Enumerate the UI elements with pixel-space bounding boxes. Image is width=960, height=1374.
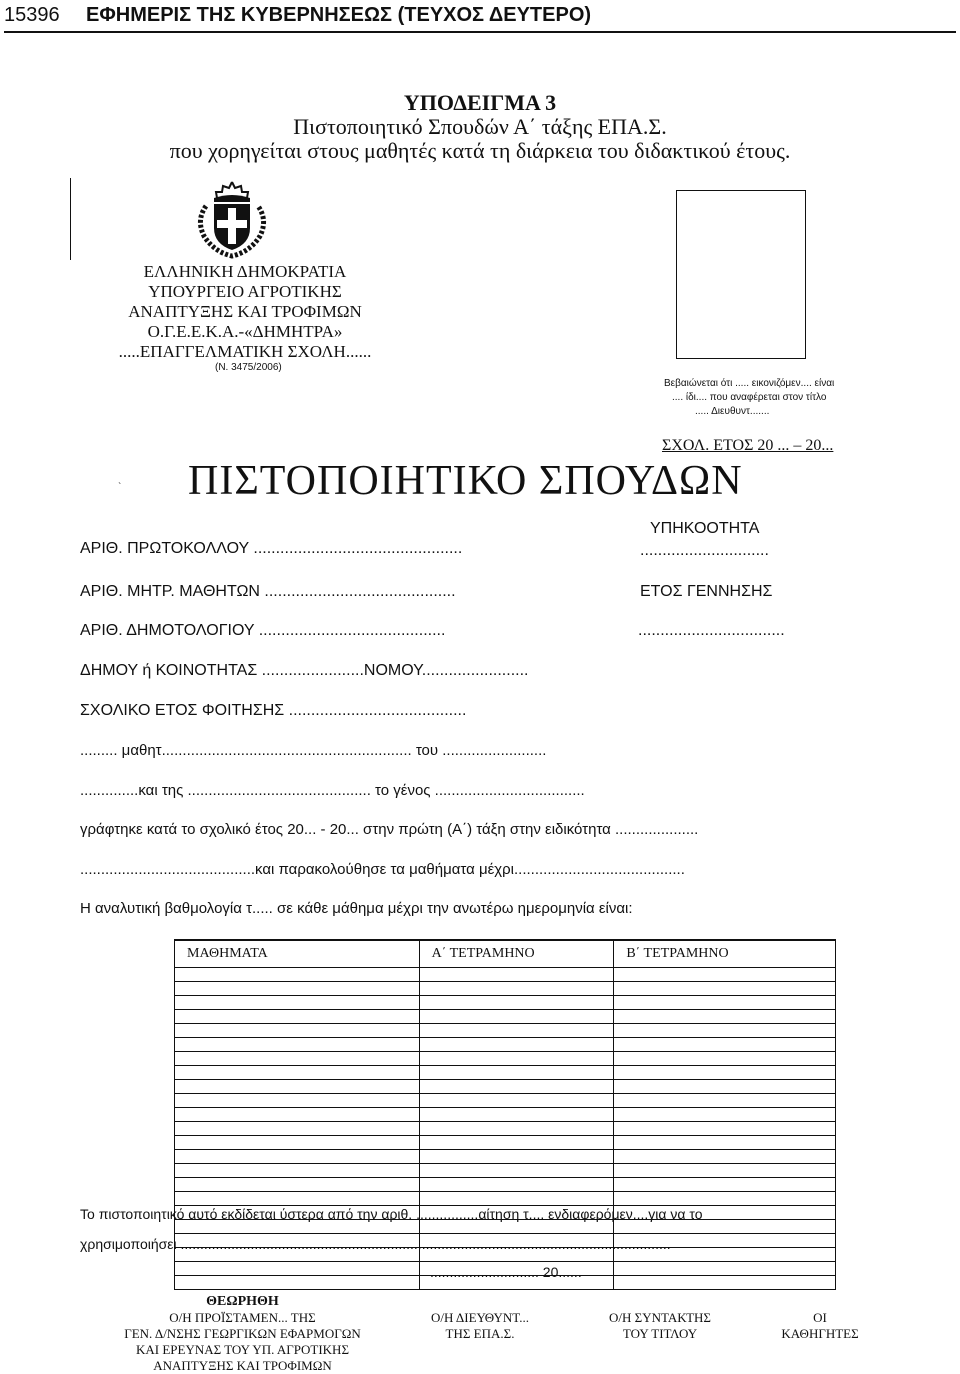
- page-number: 15396: [4, 4, 60, 26]
- grade-row: [175, 982, 836, 996]
- header-rule: [4, 31, 956, 33]
- signature-inspected: [100, 1294, 385, 1374]
- decorative-dot: `: [118, 482, 122, 493]
- grade-row: [175, 1052, 836, 1066]
- editor-line-2: ΤΟΥ ΤΙΤΛΟΥ: [622, 1326, 698, 1341]
- org-line-4: Ο.Γ.Ε.Ε.Κ.Α.-«ΔΗΜΗΤΡΑ»: [147, 322, 343, 341]
- inspected-line-1: Ο/Η ΠΡΟΪΣΤΑΜΕΝ... ΤΗΣ: [169, 1310, 316, 1325]
- footer-line-1: Το πιστοποιητικό αυτό εκδίδεται ύστερα από την αριθ. ................αίτηση τ.... ενδιαφερόμεν....για να το: [80, 1206, 703, 1222]
- footer-line-2: χρησιμοποιήσει ..............................................................................................................................: [80, 1236, 671, 1252]
- photo-verification-2: .... ίδι.... που αναφέρεται στον τίτλο: [672, 392, 827, 403]
- grade-row: [175, 1178, 836, 1192]
- field-municipal-register: ΑΡΙΘ. ΔΗΜΟΤΟΛΟΓΙΟΥ ..........................................: [80, 622, 446, 639]
- editor-line-1: Ο/Η ΣΥΝΤΑΚΤΗΣ: [609, 1310, 711, 1325]
- signature-editor: [585, 1310, 735, 1342]
- school-year-label: ΣΧΟΛ. ΕΤΟΣ 20 ... – 20...: [662, 437, 834, 454]
- grade-row: [175, 1066, 836, 1080]
- inspected-title: ΘΕΩΡΗΘΗ: [206, 1294, 279, 1309]
- field-attendance-year: ΣΧΟΛΙΚΟ ΕΤΟΣ ΦΟΙΤΗΣΗΣ ........................................: [80, 702, 467, 719]
- body-line-2: ..............και της ............................................ το γένος ....................................: [80, 782, 585, 799]
- body-line-5: Η αναλυτική βαθμολογία τ..... σε κάθε μάθημα μέχρι την ανωτέρω ημερομηνία είναι:: [80, 900, 633, 917]
- grade-row: [175, 1010, 836, 1024]
- col-subjects: ΜΑΘΗΜΑΤΑ: [175, 940, 420, 968]
- org-line-2: ΥΠΟΥΡΓΕΙΟ ΑΓΡΟΤΙΚΗΣ: [148, 282, 342, 301]
- field-registry: ΑΡΙΘ. ΜΗΤΡ. ΜΑΘΗΤΩΝ ...........................................: [80, 583, 456, 600]
- grades-header-row: [175, 940, 836, 968]
- template-subtitle-2: που χορηγείται στους μαθητές κατά τη διάρκεια του διδακτικού έτους.: [169, 138, 791, 163]
- gazette-header: [4, 4, 591, 27]
- inspected-line-3: ΚΑΙ ΕΡΕΥΝΑΣ ΤΟΥ ΥΠ. ΑΓΡΟΤΙΚΗΣ: [135, 1342, 350, 1357]
- body-line-1: ......... μαθητ............................................................ του .........................: [80, 742, 547, 759]
- field-nationality-label: ΥΠΗΚΟΟΤΗΤΑ: [650, 520, 760, 537]
- inspected-line-4: ΑΝΑΠΤΥΞΗΣ ΚΑΙ ΤΡΟΦΙΜΩΝ: [153, 1358, 332, 1373]
- grade-row: [175, 1024, 836, 1038]
- grade-row: [175, 1080, 836, 1094]
- grade-row: [175, 968, 836, 982]
- col-term-b: Β΄ ΤΕΤΡΑΜΗΝΟ: [614, 940, 836, 968]
- grade-row: [175, 1150, 836, 1164]
- org-line-1: ΕΛΛΗΝΙΚΗ ΔΗΜΟΚΡΑΤΙΑ: [143, 262, 347, 281]
- grade-row: [175, 1122, 836, 1136]
- grade-row: [175, 1164, 836, 1178]
- signature-director: [405, 1310, 555, 1342]
- photo-verification-3: ..... Διευθυντ.......: [695, 406, 770, 417]
- field-birth-year-label: ΕΤΟΣ ΓΕΝΝΗΣΗΣ: [640, 583, 773, 600]
- director-line-2: ΤΗΣ ΕΠΑ.Σ.: [445, 1326, 515, 1341]
- field-birth-year-value: .................................: [638, 622, 785, 639]
- coat-of-arms-icon: [192, 180, 272, 260]
- field-protocol: ΑΡΙΘ. ΠΡΩΤΟΚΟΛΛΟΥ ...............................................: [80, 540, 463, 557]
- signature-teachers: [760, 1310, 880, 1342]
- org-line-3: ΑΝΑΠΤΥΞΗΣ ΚΑΙ ΤΡΟΦΙΜΩΝ: [128, 302, 362, 321]
- body-line-4: ..........................................και παρακολούθησε τα μαθήματα μέχρι.........................................: [80, 861, 685, 878]
- field-nationality-value: .............................: [640, 542, 769, 559]
- template-subtitle-1: Πιστοποιητικό Σπουδών Α΄ τάξης ΕΠΑ.Σ.: [293, 114, 667, 139]
- col-term-a: Α΄ ΤΕΤΡΑΜΗΝΟ: [419, 940, 614, 968]
- margin-line: [70, 178, 71, 260]
- grade-row: [175, 1038, 836, 1052]
- footer-date: ............................ 20......: [430, 1264, 582, 1280]
- law-reference: (Ν. 3475/2006): [215, 362, 282, 373]
- template-title: ΥΠΟΔΕΙΓΜΑ 3: [403, 90, 557, 115]
- body-line-3: γράφτηκε κατά το σχολικό έτος 20... - 20... στην πρώτη (Α΄) τάξη στην ειδικότητα ....................: [80, 821, 699, 838]
- photo-box: [676, 190, 806, 359]
- certificate-title: ΠΙΣΤΟΠΟΙΗΤΙΚΟ ΣΠΟΥΔΩΝ: [188, 458, 743, 504]
- photo-verification-1: Βεβαιώνεται ότι ..... εικονιζόμεν.... είναι: [664, 378, 835, 389]
- grade-row: [175, 1136, 836, 1150]
- gazette-title: ΕΦΗΜΕΡΙΣ ΤΗΣ ΚΥΒΕΡΝΗΣΕΩΣ (ΤΕΥΧΟΣ ΔΕΥΤΕΡΟ): [86, 4, 592, 26]
- org-line-5: .....ΕΠΑΓΓΕΛΜΑΤΙΚΗ ΣΧΟΛΗ......: [118, 342, 372, 361]
- grade-row: [175, 1108, 836, 1122]
- inspected-line-2: ΓΕΝ. Δ/ΝΣΗΣ ΓΕΩΡΓΙΚΩΝ ΕΦΑΡΜΟΓΩΝ: [124, 1326, 361, 1341]
- director-line-1: Ο/Η ΔΙΕΥΘΥΝΤ...: [430, 1310, 530, 1325]
- grade-row: [175, 1192, 836, 1206]
- teachers-line-2: ΚΑΘΗΓΗΤΕΣ: [781, 1326, 859, 1341]
- grade-row: [175, 996, 836, 1010]
- teachers-line-1: ΟΙ: [813, 1310, 827, 1325]
- grade-row: [175, 1094, 836, 1108]
- field-municipality: ΔΗΜΟΥ ή ΚΟΙΝΟΤΗΤΑΣ .......................ΝΟΜΟΥ........................: [80, 662, 529, 679]
